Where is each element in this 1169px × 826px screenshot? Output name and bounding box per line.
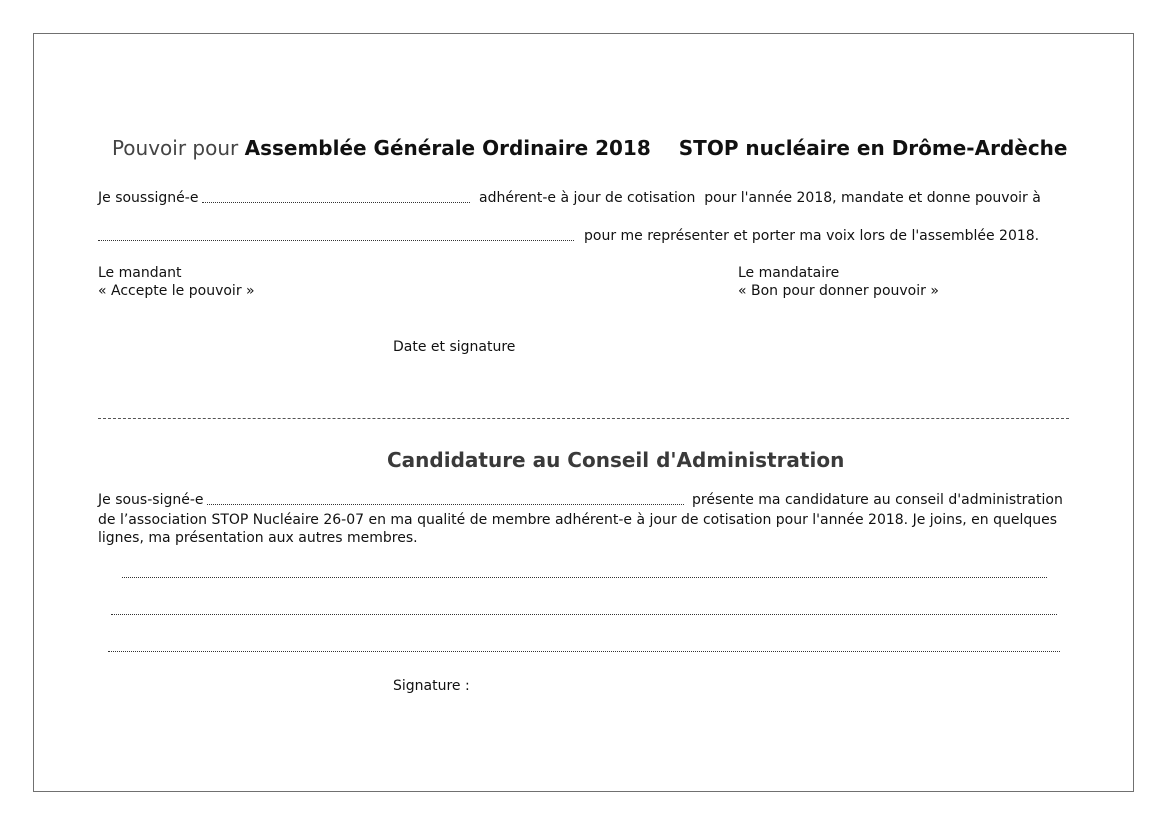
presentation-dotted-line-3[interactable] xyxy=(108,651,1060,652)
proxy-line1-end: adhérent-e à jour de cotisation pour l'année 2018, mandate et donne pouvoir à xyxy=(479,190,1041,206)
mandant-mention: « Accepte le pouvoir » xyxy=(98,283,255,299)
mandataire-label: Le mandataire xyxy=(738,265,840,281)
candidacy-line-start: Je sous-signé-e xyxy=(98,492,204,508)
presentation-dotted-line-1[interactable] xyxy=(122,577,1047,578)
proxy-line1-start: Je soussigné-e xyxy=(98,190,199,206)
mandant-label: Le mandant xyxy=(98,265,182,281)
proxy-name-dotted-field[interactable] xyxy=(202,202,470,203)
candidacy-heading: Candidature au Conseil d'Administration xyxy=(387,448,845,472)
proxy-line2-end: pour me représenter et porter ma voix lors de l'assemblée 2018. xyxy=(584,228,1040,244)
title-main: Assemblée Générale Ordinaire 2018 xyxy=(244,136,651,160)
candidate-name-dotted-field[interactable] xyxy=(207,504,684,505)
signature-label: Signature : xyxy=(393,678,470,694)
presentation-dotted-line-2[interactable] xyxy=(111,614,1057,615)
mandataire-mention: « Bon pour donner pouvoir » xyxy=(738,283,939,299)
cut-line-separator xyxy=(98,418,1069,419)
date-signature-label: Date et signature xyxy=(393,339,516,355)
candidacy-continuation: de l’association STOP Nucléaire 26-07 en ma qualité de membre adhérent-e à jour de cotisation pour l'année 2018. Je joins, en quelques lignes, ma présentation aux autres membres. xyxy=(98,512,1058,546)
title-prefix: Pouvoir pour xyxy=(111,136,245,160)
candidacy-line-end: présente ma candidature au conseil d'administration xyxy=(692,492,1063,508)
proxy-mandataire-dotted-field[interactable] xyxy=(98,240,574,241)
page-title xyxy=(98,118,1068,158)
title-association: STOP nucléaire en Drôme-Ardèche xyxy=(678,136,1068,160)
